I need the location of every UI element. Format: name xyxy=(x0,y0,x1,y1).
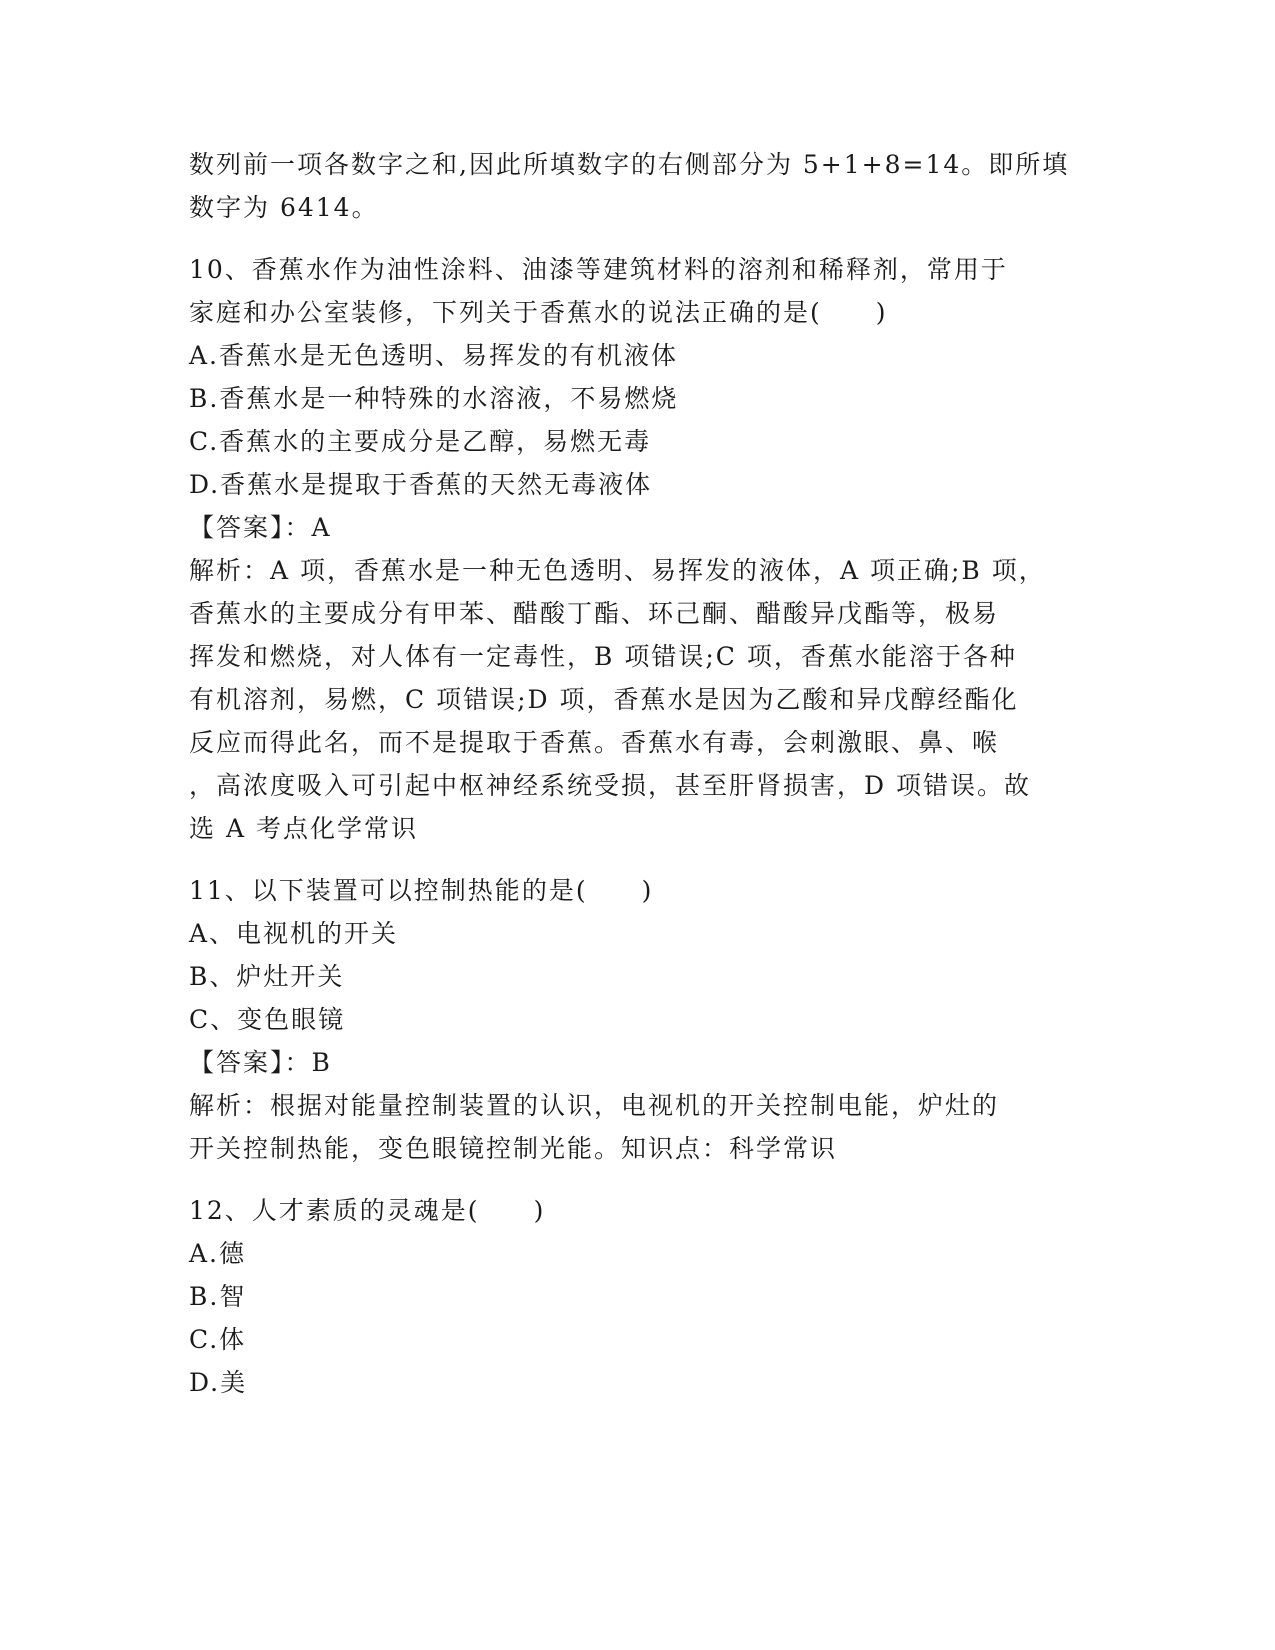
option-a: A.香蕉水是无色透明、易挥发的有机液体 xyxy=(189,341,679,370)
option-d: D.香蕉水是提取于香蕉的天然无毒液体 xyxy=(189,470,653,499)
option-a: A、电视机的开关 xyxy=(189,919,399,948)
option-c: C、变色眼镜 xyxy=(189,1005,346,1034)
analysis-line: 有机溶剂，易燃，C 项错误;D 项，香蕉水是因为乙酸和异戊醇经酯化 xyxy=(189,685,1019,714)
answer-label: 【答案】：A xyxy=(189,513,332,542)
option-d: D.美 xyxy=(189,1368,248,1397)
analysis-line: 香蕉水的主要成分有甲苯、醋酸丁酯、环己酮、醋酸异戊酯等，极易 xyxy=(189,599,1000,628)
analysis-line: 解析：A 项，香蕉水是一种无色透明、易挥发的液体，A 项正确;B 项， xyxy=(189,556,1046,585)
analysis-line: ，高浓度吸入可引起中枢神经系统受损，甚至肝肾损害，D 项错误。故 xyxy=(189,771,1031,800)
text-line: 数列前一项各数字之和,因此所填数字的右侧部分为 5+1+8=14。即所填 xyxy=(189,150,1070,179)
previous-answer-tail xyxy=(189,143,1089,229)
option-c: C.体 xyxy=(189,1325,247,1354)
analysis-line: 挥发和燃烧，对人体有一定毒性，B 项错误;C 项，香蕉水能溶于各种 xyxy=(189,642,1017,671)
question-12 xyxy=(189,1189,1089,1404)
text-line: 数字为 6414。 xyxy=(189,193,379,222)
analysis-line: 选 A 考点化学常识 xyxy=(189,814,418,843)
question-10 xyxy=(189,248,1089,850)
analysis-line: 解析：根据对能量控制装置的认识，电视机的开关控制电能，炉灶的 xyxy=(189,1091,1000,1120)
question-stem: 12、人才素质的灵魂是( ) xyxy=(189,1196,546,1225)
option-b: B、炉灶开关 xyxy=(189,962,345,991)
question-stem: 11、以下装置可以控制热能的是( ) xyxy=(189,876,654,905)
option-b: B.香蕉水是一种特殊的水溶液，不易燃烧 xyxy=(189,384,679,413)
option-a: A.德 xyxy=(189,1239,247,1268)
question-stem: 家庭和办公室装修，下列关于香蕉水的说法正确的是( ) xyxy=(189,298,888,327)
document-page xyxy=(189,143,1089,1404)
option-c: C.香蕉水的主要成分是乙醇，易燃无毒 xyxy=(189,427,652,456)
analysis-line: 开关控制热能，变色眼镜控制光能。知识点：科学常识 xyxy=(189,1134,838,1163)
answer-label: 【答案】：B xyxy=(189,1048,332,1077)
analysis-line: 反应而得此名，而不是提取于香蕉。香蕉水有毒，会刺激眼、鼻、喉 xyxy=(189,728,1000,757)
question-stem: 10、香蕉水作为油性涂料、油漆等建筑材料的溶剂和稀释剂，常用于 xyxy=(189,255,1008,284)
option-b: B.智 xyxy=(189,1282,247,1311)
question-11 xyxy=(189,869,1089,1170)
